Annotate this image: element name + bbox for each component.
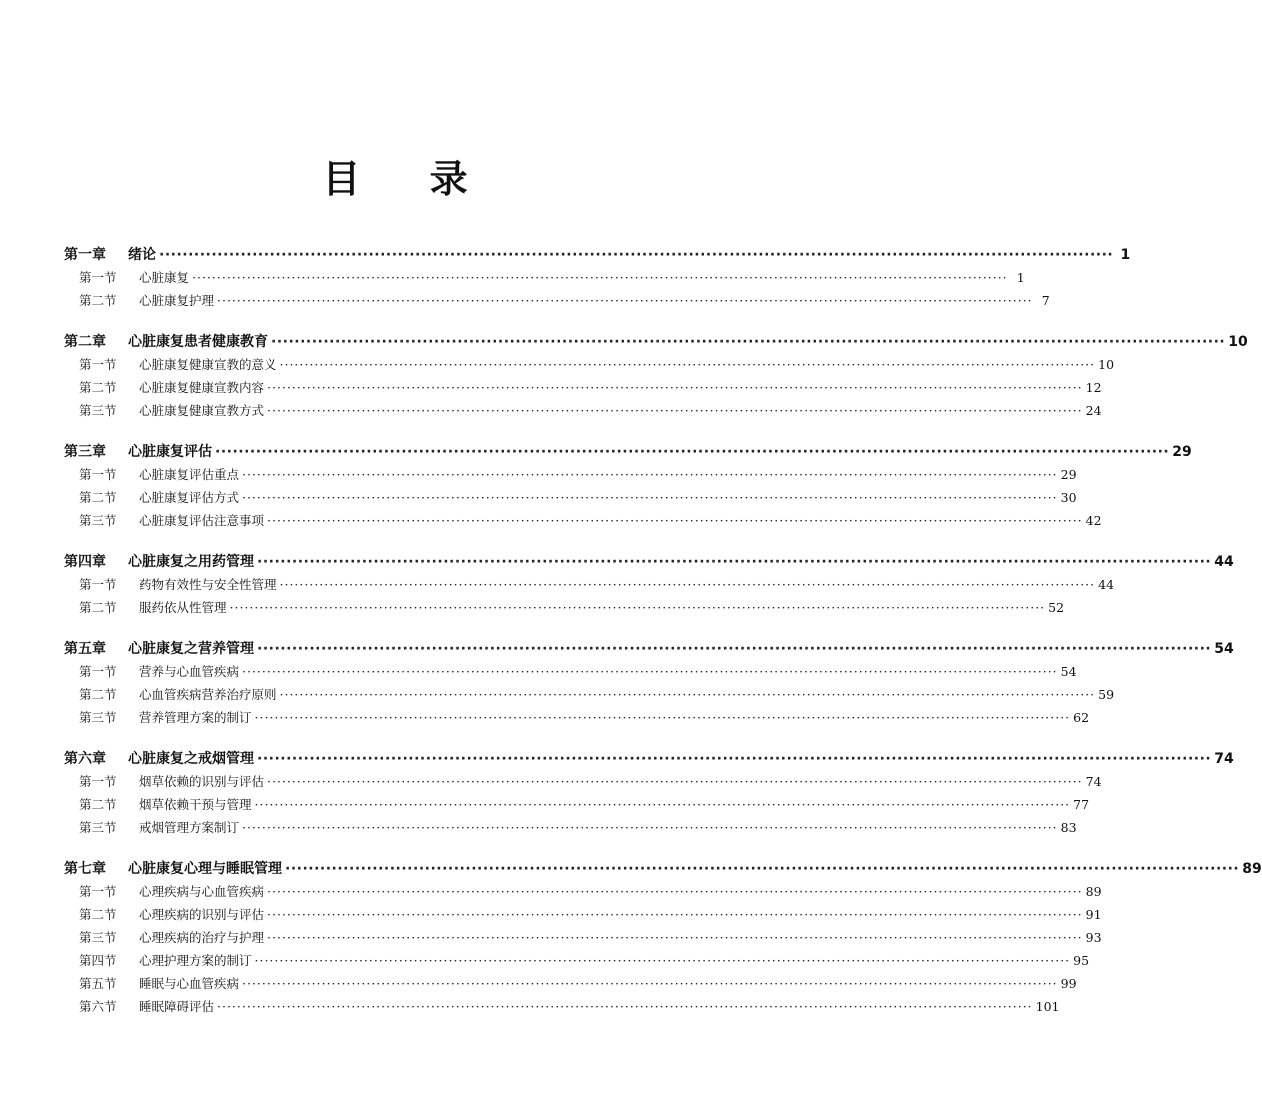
toc-chapter-entry[interactable] [64,441,1192,465]
toc-chapter-entry[interactable] [64,331,1248,355]
section-page-number: 93 [1085,930,1102,945]
section-number: 第三节 [79,710,117,725]
dot-leader: ···································································································································································· [242,490,1058,505]
section-title: 烟草依赖干预与管理 [139,797,252,812]
chapter-group [64,441,1192,534]
chapter-number: 第三章 [64,444,106,460]
section-page-number: 44 [1098,577,1115,592]
section-title: 睡眠与心血管疾病 [139,976,240,991]
toc-section-entry[interactable] [64,291,1050,314]
toc-chapter-entry[interactable] [64,551,1234,575]
section-page-number: 54 [1060,664,1077,679]
section-title: 睡眠障碍评估 [139,999,215,1014]
section-page-number: 30 [1060,490,1077,505]
section-number: 第一节 [79,357,117,372]
section-number: 第二节 [79,907,117,922]
toc-section-entry[interactable] [64,598,1065,621]
dot-leader: ···································································································································································· [217,293,1033,308]
dot-leader: ···································································································································································· [257,641,1212,657]
page-title: 目 录 [322,157,496,201]
dot-leader: ···································································································································································· [279,687,1096,702]
section-page-number: 24 [1085,403,1102,418]
section-title: 心脏康复健康宣教的意义 [139,357,277,372]
section-title: 药物有效性与安全性管理 [139,577,277,592]
section-number: 第五节 [79,976,117,991]
chapter-number: 第七章 [64,861,106,877]
dot-leader: ···································································································································································· [217,999,1033,1014]
chapter-page-number: 29 [1172,444,1192,460]
chapter-group [64,748,1234,841]
section-number: 第一节 [79,774,117,789]
toc-section-entry[interactable] [64,772,1102,795]
section-page-number: 74 [1085,774,1102,789]
chapter-title: 心脏康复之营养管理 [128,641,254,657]
section-page-number: 77 [1073,797,1090,812]
section-title: 心理疾病的识别与评估 [139,907,265,922]
chapter-title: 心脏康复评估 [128,444,212,460]
section-page-number: 91 [1085,907,1102,922]
section-number: 第一节 [79,467,117,482]
dot-leader: ···································································································································································· [257,751,1212,767]
toc-section-entry[interactable] [64,818,1077,841]
chapter-number: 第五章 [64,641,106,657]
section-page-number: 29 [1060,467,1077,482]
section-title: 营养与心血管疾病 [139,664,240,679]
section-number: 第三节 [79,513,117,528]
toc-section-entry[interactable] [64,928,1102,951]
toc-section-entry[interactable] [64,951,1090,974]
section-page-number: 52 [1048,600,1065,615]
toc-section-entry[interactable] [64,795,1090,818]
dot-leader: ···································································································································································· [215,444,1170,460]
toc-section-entry[interactable] [64,685,1115,708]
chapter-title: 心脏康复之戒烟管理 [128,751,254,767]
chapter-title: 心脏康复心理与睡眠管理 [128,861,282,877]
toc-section-entry[interactable] [64,465,1077,488]
toc-section-entry[interactable] [64,268,1025,291]
section-page-number: 95 [1073,953,1090,968]
chapter-number: 第一章 [64,247,106,263]
dot-leader: ···································································································································································· [242,664,1058,679]
toc-chapter-entry[interactable] [64,748,1234,772]
section-number: 第四节 [79,953,117,968]
toc-section-entry[interactable] [64,488,1077,511]
section-number: 第二节 [79,293,117,308]
section-number: 第一节 [79,270,117,285]
toc-section-entry[interactable] [64,905,1102,928]
section-title: 心脏康复 [139,270,190,285]
toc-section-entry[interactable] [64,575,1115,598]
table-of-contents [64,244,1262,1037]
section-page-number: 7 [1041,293,1050,308]
chapter-page-number: 54 [1214,641,1234,657]
section-number: 第二节 [79,797,117,812]
section-number: 第一节 [79,664,117,679]
section-number: 第六节 [79,999,117,1014]
chapter-title: 心脏康复患者健康教育 [128,334,268,350]
section-title: 心脏康复评估方式 [139,490,240,505]
dot-leader: ···································································································································································· [267,907,1083,922]
section-page-number: 99 [1060,976,1077,991]
section-number: 第一节 [79,884,117,899]
toc-section-entry[interactable] [64,882,1102,905]
chapter-page-number: 89 [1242,861,1262,877]
section-title: 心理护理方案的制订 [139,953,252,968]
toc-chapter-entry[interactable] [64,638,1234,662]
dot-leader: ···································································································································································· [254,953,1071,968]
toc-section-entry[interactable] [64,511,1102,534]
chapter-title: 绪论 [128,247,156,263]
chapter-page-number: 10 [1228,334,1248,350]
section-title: 心脏康复评估注意事项 [139,513,265,528]
chapter-group [64,244,1131,314]
section-title: 心理疾病的治疗与护理 [139,930,265,945]
section-number: 第二节 [79,490,117,505]
section-title: 心脏康复健康宣教内容 [139,380,265,395]
toc-section-entry[interactable] [64,662,1077,685]
section-title: 烟草依赖的识别与评估 [139,774,265,789]
chapter-group [64,331,1248,424]
chapter-number: 第四章 [64,554,106,570]
dot-leader: ···································································································································································· [159,247,1114,263]
dot-leader: ···································································································································································· [285,861,1240,877]
dot-leader: ···································································································································································· [257,554,1212,570]
section-page-number: 83 [1060,820,1077,835]
toc-section-entry[interactable] [64,378,1102,401]
section-number: 第一节 [79,577,117,592]
dot-leader: ···································································································································································· [267,930,1083,945]
section-page-number: 1 [1016,270,1025,285]
section-page-number: 42 [1085,513,1102,528]
chapter-page-number: 1 [1120,247,1131,263]
section-title: 心脏康复健康宣教方式 [139,403,265,418]
toc-section-entry[interactable] [64,401,1102,424]
section-number: 第二节 [79,380,117,395]
toc-section-entry[interactable] [64,708,1090,731]
section-title: 心血管疾病营养治疗原则 [139,687,277,702]
section-title: 心脏康复护理 [139,293,215,308]
dot-leader: ···································································································································································· [279,357,1096,372]
section-number: 第二节 [79,687,117,702]
chapter-number: 第二章 [64,334,106,350]
toc-section-entry[interactable] [64,974,1077,997]
toc-section-entry[interactable] [64,997,1060,1020]
section-title: 戒烟管理方案制订 [139,820,240,835]
section-page-number: 59 [1098,687,1115,702]
section-title: 服药依从性管理 [139,600,227,615]
section-number: 第三节 [79,930,117,945]
section-title: 营养管理方案的制订 [139,710,252,725]
toc-section-entry[interactable] [64,355,1115,378]
dot-leader: ···································································································································································· [254,797,1071,812]
dot-leader: ···································································································································································· [242,976,1058,991]
dot-leader: ···································································································································································· [242,820,1058,835]
dot-leader: ···································································································································································· [267,403,1083,418]
chapter-title: 心脏康复之用药管理 [128,554,254,570]
dot-leader: ···································································································································································· [271,334,1226,350]
section-number: 第三节 [79,403,117,418]
dot-leader: ···································································································································································· [267,380,1083,395]
dot-leader: ···································································································································································· [242,467,1058,482]
chapter-page-number: 74 [1214,751,1234,767]
dot-leader: ···································································································································································· [254,710,1071,725]
section-title: 心理疾病与心血管疾病 [139,884,265,899]
dot-leader: ···································································································································································· [279,577,1096,592]
section-page-number: 62 [1073,710,1090,725]
section-number: 第三节 [79,820,117,835]
toc-chapter-entry[interactable] [64,244,1131,268]
dot-leader: ···································································································································································· [267,513,1083,528]
toc-chapter-entry[interactable] [64,858,1262,882]
chapter-number: 第六章 [64,751,106,767]
section-page-number: 12 [1085,380,1102,395]
chapter-group [64,858,1262,1020]
chapter-group [64,551,1234,621]
dot-leader: ···································································································································································· [267,774,1083,789]
section-number: 第二节 [79,600,117,615]
dot-leader: ···································································································································································· [229,600,1046,615]
section-page-number: 101 [1035,999,1060,1014]
section-title: 心脏康复评估重点 [139,467,240,482]
section-page-number: 10 [1098,357,1115,372]
dot-leader: ···································································································································································· [192,270,1008,285]
section-page-number: 89 [1085,884,1102,899]
chapter-group [64,638,1234,731]
dot-leader: ···································································································································································· [267,884,1083,899]
chapter-page-number: 44 [1214,554,1234,570]
